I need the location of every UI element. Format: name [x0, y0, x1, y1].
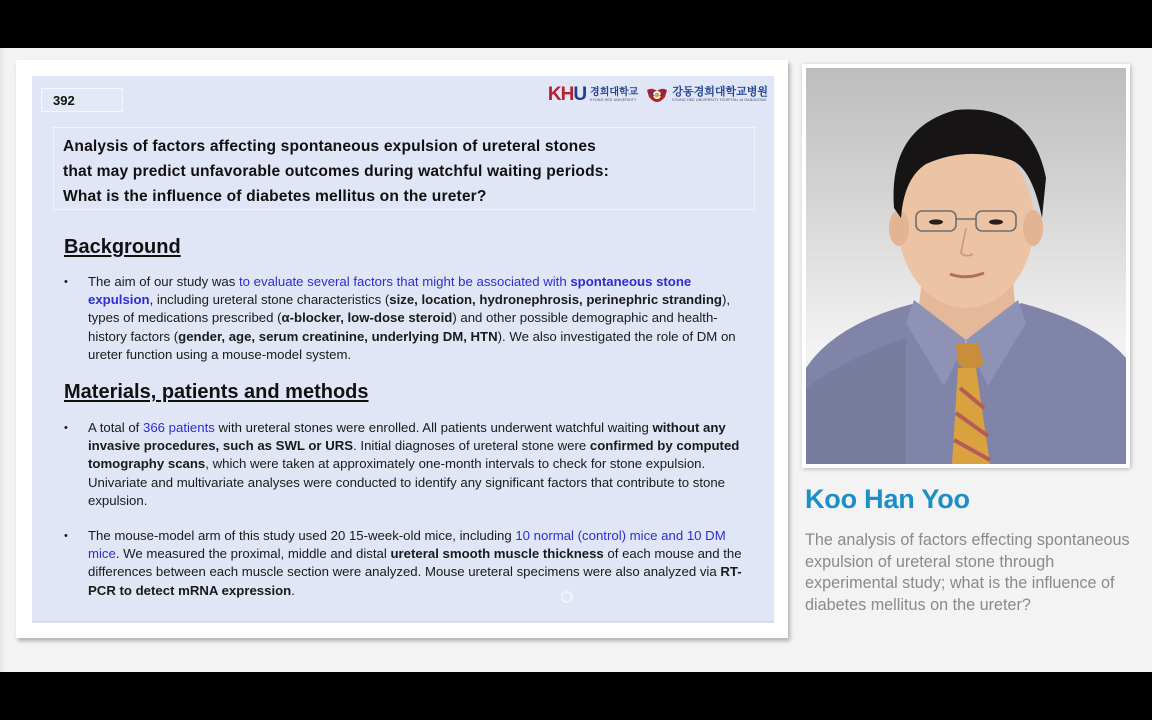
portrait-illustration [806, 68, 1126, 464]
talk-title: The analysis of factors effecting spontaneous expulsion of ureteral stone through experimental study; what is the influence of diabetes mellitus on the ureter? [805, 531, 1130, 614]
bullet-icon: • [64, 422, 68, 434]
background-heading: Background [64, 236, 181, 258]
hospital-name-english: KYUNG HEE UNIVERSITY HOSPITAL at GANGDONG [672, 98, 767, 103]
methods-bullet-patients: • A total of 366 patients with ureteral stones were enrolled. All patients underwent watchful waiting without any invasive procedures, such as SWL or URS. Initial diagnoses of ureteral stone were confirmed by computed tomography scans, which were taken at approximately one-month intervals to check for stone expulsion. Univariate and multivariate analyses were conducted to identify any significant factors that contribute to stone expulsion. [64, 420, 740, 508]
bullet-icon: • [64, 276, 68, 288]
hospital-name-korean: 강동경희대학교병원 [672, 86, 768, 99]
slide-number: 392 [41, 88, 123, 112]
bullet-icon: • [64, 530, 68, 542]
hospital-emblem-icon [646, 87, 668, 103]
speaker-name: Koo Han Yoo [805, 484, 970, 514]
university-name-english: KYUNG HEE UNIVERSITY [590, 97, 637, 102]
stage-edge [0, 48, 6, 672]
background-bullet: • The aim of our study was to evaluate several factors that might be associated with spontaneous stone expulsion, including ureteral stone characteristics (size, location, hydronephrosis, perinephric stranding), types of medications prescribed (α-blocker, low-dose steroid) and other possible demographic and health-history factors (gender, age, serum creatinine, underlying DM, HTN). We also investigated the role of DM on ureter function using a mouse-model system. [64, 274, 736, 362]
slide [32, 76, 774, 623]
hospital-logo [646, 87, 768, 103]
methods-bullet-mice: • The mouse-model arm of this study used 20 15-week-old mice, including 10 normal (control) mice and 10 DM mice. We measured the proximal, middle and distal ureteral smooth muscle thickness of each mouse and the differences between each muscle section were analyzed. Mouse ureteral specimens were also analyzed via RT-PCR to detect mRNA expression. [64, 528, 742, 598]
university-name-korean: 경희대학교 [590, 86, 639, 98]
university-logo [548, 84, 639, 106]
loading-spinner-icon [561, 591, 573, 603]
logos [548, 82, 768, 108]
methods-heading: Materials, patients and methods [64, 381, 369, 403]
slide-title: Analysis of factors affecting spontaneous expulsion of ureteral stones that may predict unfavorable outcomes during watchful waiting periods: What is the influence of diabetes mellitus on the ureter? [53, 127, 755, 210]
speaker-photo-frame [802, 64, 1130, 468]
khu-mark: KHU [547, 84, 587, 105]
slide-card [16, 60, 788, 638]
presentation-stage [0, 48, 1152, 672]
speaker-photo [806, 68, 1126, 464]
